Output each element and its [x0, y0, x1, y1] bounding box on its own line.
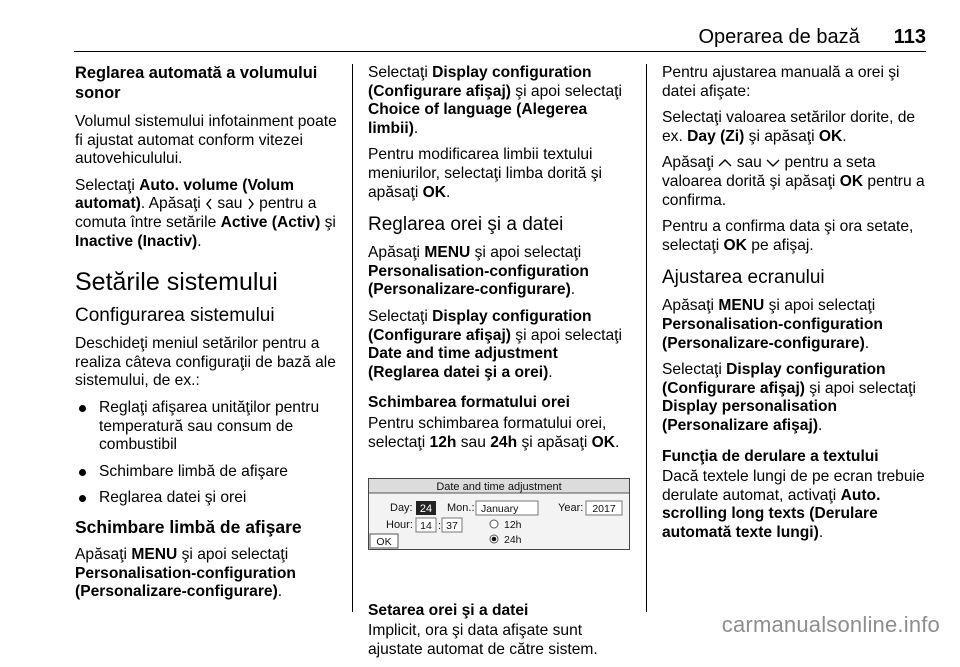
heading-system-settings: Setările sistemului: [75, 268, 278, 297]
radio-12h-icon: [490, 520, 498, 528]
menu-item-choice-language: Choice of language (Alegerea limbii): [368, 101, 588, 137]
date-time-screen-illustration: [368, 478, 630, 550]
option-12h-label: 12h: [504, 519, 522, 532]
hour-label: Hour:: [386, 519, 413, 532]
paragraph: Apăsaţi MENU şi apoi selectaţi Personalisation-configuration (Personalizare-configurare).: [662, 297, 883, 352]
section-title: Operarea de bază: [698, 26, 860, 48]
setting-auto-scrolling: Auto. scrolling long texts (Derulare automată texte lungi): [662, 486, 881, 541]
heading-auto-volume: Reglarea automată a volumului sonor: [75, 64, 318, 102]
paragraph: Volumul sistemului infotainment poate fi ajustat automat conform vitezei autovehiculului.: [75, 113, 337, 168]
menu-button-label: MENU: [718, 297, 765, 315]
watermark: carmanualsonline.info: [721, 612, 940, 637]
bullet-icon: [79, 405, 86, 412]
list-item: Reglarea datei şi orei: [75, 489, 347, 508]
time-colon: :: [438, 520, 442, 533]
screen-title: Date and time adjustment: [436, 481, 562, 494]
paragraph: Selectaţi Display configuration (Configurare afişaj) şi apoi selectaţi Choice of language (Alegerea limbii).: [368, 64, 622, 137]
paragraph: Selectaţi Auto. volume (Volum automat). Apăsaţi sau pentru a comuta între setările Active (Activ) şi Inactive (Inactiv).: [75, 176, 336, 250]
heading-system-config: Configurarea sistemului: [75, 305, 275, 327]
menu-button-label: MENU: [424, 244, 471, 262]
month-label: Mon.:: [447, 502, 475, 515]
paragraph: Apăsaţi MENU şi apoi selectaţi Personalisation-configuration (Personalizare-configurare).: [75, 545, 296, 601]
column-divider-2: [646, 64, 647, 612]
year-label: Year:: [558, 502, 584, 515]
menu-button-label: MENU: [131, 545, 178, 563]
paragraph: Pentru modificarea limbii textului meniurilor, selectaţi limba dorită şi apăsaţi OK.: [368, 146, 602, 201]
list-item: Reglaţi afişarea unităţilor pentru temperatură sau consum de combustibil: [75, 399, 347, 455]
menu-item-auto-volume: Auto. volume (Volum automat): [75, 176, 294, 213]
paragraph: Deschideţi meniul setărilor pentru a realiza câteva configuraţii de bază ale sistemului, de ex.:: [75, 335, 336, 390]
setting-inactive: Inactive (Inactiv): [75, 232, 198, 250]
paragraph: Apăsaţi MENU şi apoi selectaţi Personalisation-configuration (Personalizare-configurare).: [368, 244, 589, 299]
column-2: [368, 64, 632, 667]
option-24h-label: 24h: [504, 534, 522, 547]
year-value: 2017: [592, 503, 616, 516]
menu-item-display-config: Display configuration (Configurare afişaj): [368, 307, 592, 344]
paragraph: Selectaţi valoarea setărilor dorite, de ex. Day (Zi) şi apăsaţi OK.: [662, 109, 916, 145]
month-value: January: [481, 503, 519, 516]
day-value: 24: [419, 503, 433, 516]
bullet-icon: [79, 469, 86, 476]
chevron-up-icon: [718, 158, 732, 168]
option-24h: 24h: [490, 433, 518, 451]
setting-active: Active (Activ): [220, 213, 321, 231]
heading-time-format: Schimbarea formatului orei: [368, 394, 570, 412]
chevron-down-icon: [766, 158, 780, 168]
column-1: [75, 64, 347, 610]
ok-label: OK: [591, 433, 616, 451]
menu-item-personalisation: Personalisation-configuration (Personalizare-configurare): [368, 262, 589, 299]
setting-day: Day (Zi): [687, 127, 745, 145]
radio-24h-selected-icon: [492, 537, 497, 542]
page-header: [74, 26, 926, 50]
option-12h: 12h: [429, 433, 457, 451]
menu-item-display-config: Display configuration (Configurare afişaj): [368, 64, 592, 100]
paragraph: Selectaţi Display configuration (Configurare afişaj) şi apoi selectaţi Date and time adjustment (Reglarea datei şi a orei).: [368, 307, 622, 381]
menu-item-date-time: Date and time adjustment (Reglarea datei şi a orei): [368, 345, 558, 381]
chevron-right-icon: [247, 198, 255, 210]
menu-item-personalisation: Personalisation-configuration (Personalizare-configurare): [662, 315, 883, 352]
list-item: Schimbare limbă de afişare: [75, 463, 347, 482]
heading-set-time: Setarea orei şi a datei: [368, 601, 529, 619]
paragraph: Dacă textele lungi de pe ecran trebuie derulate automat, activaţi Auto. scrolling long texts (Derulare automată texte lungi).: [662, 468, 925, 541]
minute-value: 37: [446, 520, 458, 533]
ok-label: OK: [818, 127, 843, 145]
day-label: Day:: [390, 502, 413, 515]
menu-item-display-config: Display configuration (Configurare afişaj): [662, 361, 886, 397]
menu-item-display-personalisation: Display personalisation (Personalizare afişaj): [662, 398, 838, 434]
page-number: 113: [893, 26, 926, 48]
paragraph: Pentru a confirma data şi ora setate, selectaţi OK pe afişaj.: [662, 218, 914, 254]
ok-label: OK: [723, 236, 747, 254]
column-3: [662, 64, 930, 550]
heading-scroll-function: Funcţia de derulare a textului: [662, 447, 879, 465]
menu-item-personalisation: Personalisation-configuration (Personalizare-configurare): [75, 564, 296, 601]
paragraph: Apăsaţi sau pentru a seta valoarea dorită şi apăsaţi OK pentru a confirma.: [662, 154, 925, 209]
column-divider-1: [352, 64, 353, 612]
hour-value: 14: [420, 520, 432, 533]
ok-label: OK: [422, 183, 447, 201]
heading-screen-adjust: Ajustarea ecranului: [662, 267, 825, 289]
chevron-left-icon: [205, 198, 213, 210]
paragraph: Implicit, ora şi data afişate sunt ajustate automat de către sistem.: [368, 622, 598, 658]
ok-button-label: OK: [376, 536, 392, 549]
header-rule: [74, 51, 926, 52]
bullet-list: [75, 399, 347, 508]
ok-label: OK: [839, 172, 864, 190]
heading-time-date: Reglarea orei şi a datei: [368, 214, 564, 236]
paragraph: Pentru ajustarea manuală a orei şi datei afişate:: [662, 64, 900, 100]
heading-change-language: Schimbare limbă de afişare: [75, 516, 302, 537]
paragraph: Pentru schimbarea formatului orei, selectaţi 12h sau 24h şi apăsaţi OK.: [368, 414, 620, 451]
paragraph: Selectaţi Display configuration (Configurare afişaj) şi apoi selectaţi Display personalisation (Personalizare afişaj).: [662, 361, 916, 434]
bullet-icon: [79, 495, 86, 502]
